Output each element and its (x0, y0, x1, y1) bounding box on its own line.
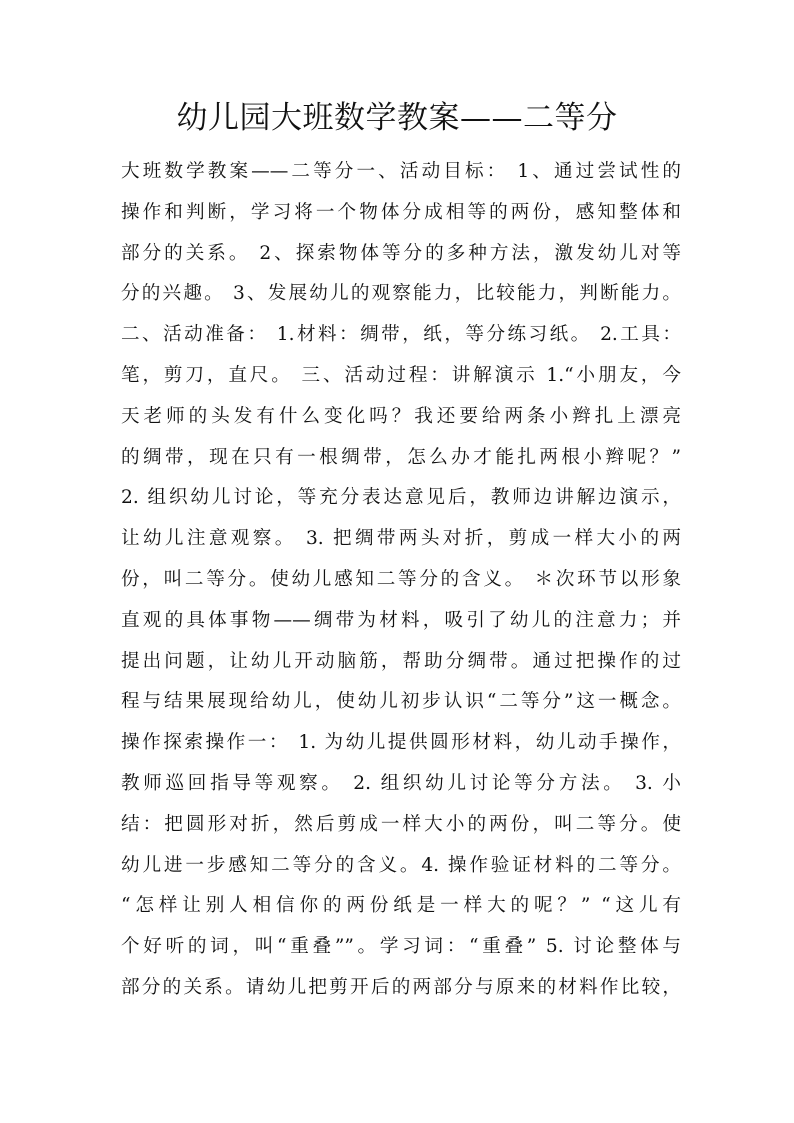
body-line-15: 操作探索操作一： 1. 为幼儿提供圆形材料，幼儿动手操作， (121, 732, 681, 754)
document-body (121, 152, 681, 1009)
document-title: 幼儿园大班数学教案——二等分 (176, 100, 618, 136)
body-line-5: 二、活动准备： 1.材料：绸带，纸，等分练习纸。 2.工具： (121, 324, 681, 346)
body-line-19: “怎样让别人相信你的两份纸是一样大的呢？” “这儿有 (121, 895, 681, 917)
body-line-18: 幼儿进一步感知二等分的含义。4. 操作验证材料的二等分。 (121, 854, 681, 876)
body-line-2: 操作和判断，学习将一个物体分成相等的两份，感知整体和 (121, 201, 681, 223)
body-line-7: 天老师的头发有什么变化吗？我还要给两条小辫扎上漂亮 (121, 405, 681, 427)
body-line-16: 教师巡回指导等观察。 2. 组织幼儿讨论等分方法。 3. 小 (121, 772, 681, 794)
body-line-12: 直观的具体事物——绸带为材料，吸引了幼儿的注意力；并 (121, 609, 681, 631)
body-line-17: 结：把圆形对折，然后剪成一样大小的两份，叫二等分。使 (121, 813, 681, 835)
body-line-3: 部分的关系。 2、探索物体等分的多种方法，激发幼儿对等 (121, 242, 681, 264)
body-line-20: 个好听的词，叫“重叠””。学习词：“重叠” 5. 讨论整体与 (121, 936, 681, 958)
body-line-14: 程与结果展现给幼儿，使幼儿初步认识“二等分”这一概念。 (121, 691, 681, 713)
body-line-6: 笔，剪刀，直尺。 三、活动过程：讲解演示 1.“小朋友，今 (121, 364, 681, 386)
body-line-8: 的绸带，现在只有一根绸带，怎么办才能扎两根小辫呢？” (121, 446, 681, 468)
body-line-11: 份，叫二等分。使幼儿感知二等分的含义。 ＊次环节以形象 (121, 568, 681, 590)
body-line-9: 2. 组织幼儿讨论，等充分表达意见后，教师边讲解边演示， (121, 487, 681, 509)
body-line-21: 部分的关系。请幼儿把剪开后的两部分与原来的材料作比较， (121, 976, 681, 998)
body-line-4: 分的兴趣。 3、发展幼儿的观察能力，比较能力，判断能力。 (121, 283, 681, 305)
body-line-10: 让幼儿注意观察。 3. 把绸带两头对折，剪成一样大小的两 (121, 528, 681, 550)
body-line-1: 大班数学教案——二等分一、活动目标： 1、通过尝试性的 (121, 161, 681, 182)
body-line-13: 提出问题，让幼儿开动脑筋，帮助分绸带。通过把操作的过 (121, 650, 681, 672)
